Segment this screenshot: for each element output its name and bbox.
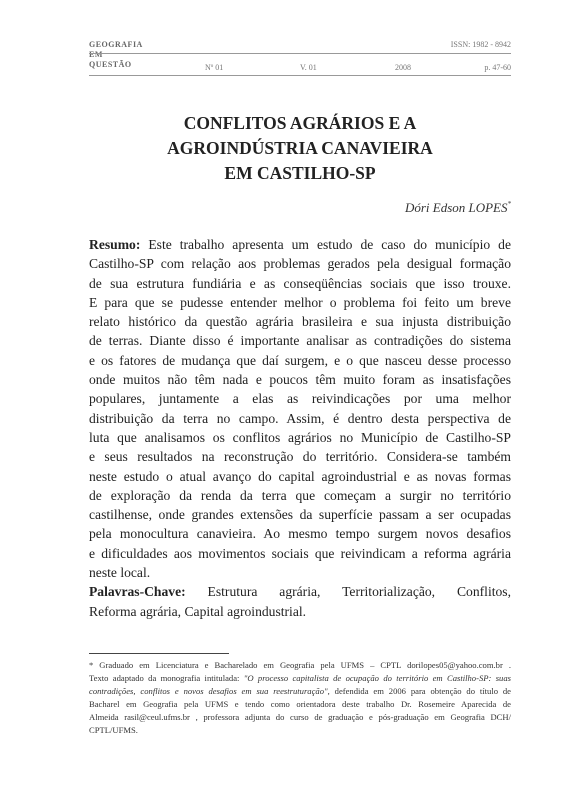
abstract-line: de terras. Diante disso é importante analisar as contradições do sistema bbox=[89, 333, 511, 349]
abstract-line: onde muitos não têm nada e poucos têm muito foram as insatisfações bbox=[89, 372, 511, 388]
abstract-line: castilhense, onde grandes extensões da superfície passam a ser ocupadas bbox=[89, 507, 511, 523]
abstract-line: relato histórico da questão agrária brasileira e sua injusta distribuição bbox=[89, 314, 511, 330]
abstract-line: de exploração da renda da terra que começam a surgir no território bbox=[89, 487, 511, 503]
year: 2008 bbox=[395, 63, 411, 72]
journal-name-line-1: GEOGRAFIA bbox=[89, 40, 143, 49]
footnote-line: * Graduado em Licenciatura e Bacharelado em Geografia pela UFMS – CPTL dorilopes05@yahoo.com.br . bbox=[89, 660, 511, 670]
footnote-line: Bacharel em Geografia pela UFMS e tendo como orientadora deste trabalho Dr. Rosemeire Aparecida de bbox=[89, 699, 511, 709]
abstract-line: pela monocultura canavieira. Ao mesmo tempo surgem novos desafios bbox=[89, 526, 511, 542]
abstract-line: e dificuldades aos movimentos sociais que reivindicam a reforma agrária bbox=[89, 545, 511, 561]
article-title bbox=[89, 111, 511, 186]
footnote-line: CPTL/UFMS. bbox=[89, 725, 138, 735]
keywords-line: Reforma agrária, Capital agroindustrial. bbox=[89, 603, 307, 619]
abstract-line: e os fatores de mudança que daí surgem, e o que nasceu desse processo bbox=[89, 352, 511, 368]
abstract-line: de sua estrutura fundiária e as conseqüências sociais que isso trouxe. bbox=[89, 275, 511, 291]
footnote-line: contradições, conflitos e novos desafios em sua reestruturação", defendida em 2006 para obtenção do título de bbox=[89, 686, 511, 696]
journal-header bbox=[89, 40, 511, 80]
issn: ISSN: 1982 - 8942 bbox=[450, 40, 511, 49]
header-rule-top bbox=[89, 53, 511, 54]
journal-name bbox=[89, 40, 143, 70]
keywords-label: Palavras-Chave: bbox=[89, 584, 186, 600]
abstract-line: luta que analisamos os conflitos agrários no Município de Castilho-SP bbox=[89, 429, 511, 445]
page-range: p. 47-60 bbox=[484, 63, 511, 72]
footnote-rule bbox=[89, 653, 229, 654]
author bbox=[405, 200, 511, 216]
footnote-line: Texto adaptado da monografia intitulada: "O processo capitalista de ocupação do território em Castilho-SP: suas bbox=[89, 673, 511, 683]
abstract-line: Castilho-SP com relação aos problemas gerados pela desigual formação bbox=[89, 256, 511, 272]
abstract-line: neste estudo o atual avanço do capital agroindustrial e as novas formas bbox=[89, 468, 511, 484]
monograph-title: "O processo capitalista de ocupação do território em Castilho-SP: suas bbox=[243, 673, 511, 683]
journal-name-line-2: EM bbox=[89, 50, 103, 59]
title-line-3: EM CASTILHO-SP bbox=[224, 163, 376, 183]
footnote bbox=[89, 659, 511, 737]
author-footnote-mark: * bbox=[507, 200, 511, 208]
title-line-1: CONFLITOS AGRÁRIOS E A bbox=[183, 113, 417, 133]
header-rule-bottom bbox=[89, 75, 511, 76]
title-line-2: AGROINDÚSTRIA CANAVIEIRA bbox=[167, 138, 433, 158]
abstract-line: distribuição da terra no campo. Assim, é dentro desta perspectiva de bbox=[89, 410, 511, 426]
monograph-title-continued: contradições, conflitos e novos desafios em sua reestruturação" bbox=[89, 686, 328, 696]
abstract-line: E para que se pudesse entender melhor o problema foi feito um breve bbox=[89, 294, 511, 310]
issue-number: Nº 01 bbox=[205, 63, 224, 72]
abstract bbox=[89, 235, 511, 621]
abstract-line: populares, juntamente a elas as reivindicações por uma melhor bbox=[89, 391, 511, 407]
volume: V. 01 bbox=[300, 63, 317, 72]
journal-name-line-3: QUESTÃO bbox=[89, 60, 132, 69]
footnote-line: Almeida rasil@ceul.ufms.br , professora adjunta do curso de graduação e pós-graduação em Geografia DCH/ bbox=[89, 712, 511, 722]
abstract-line: Resumo: Este trabalho apresenta um estudo de caso do município de bbox=[89, 237, 511, 252]
keywords-line: Palavras-Chave: Estrutura agrária, Territorialização, Conflitos, bbox=[89, 584, 511, 600]
abstract-label: Resumo: bbox=[89, 237, 141, 252]
author-name: Dóri Edson LOPES bbox=[404, 200, 508, 215]
abstract-line: e seus resultados na reconstrução do território. Considera-se também bbox=[89, 449, 511, 465]
abstract-line: neste local. bbox=[89, 565, 151, 581]
